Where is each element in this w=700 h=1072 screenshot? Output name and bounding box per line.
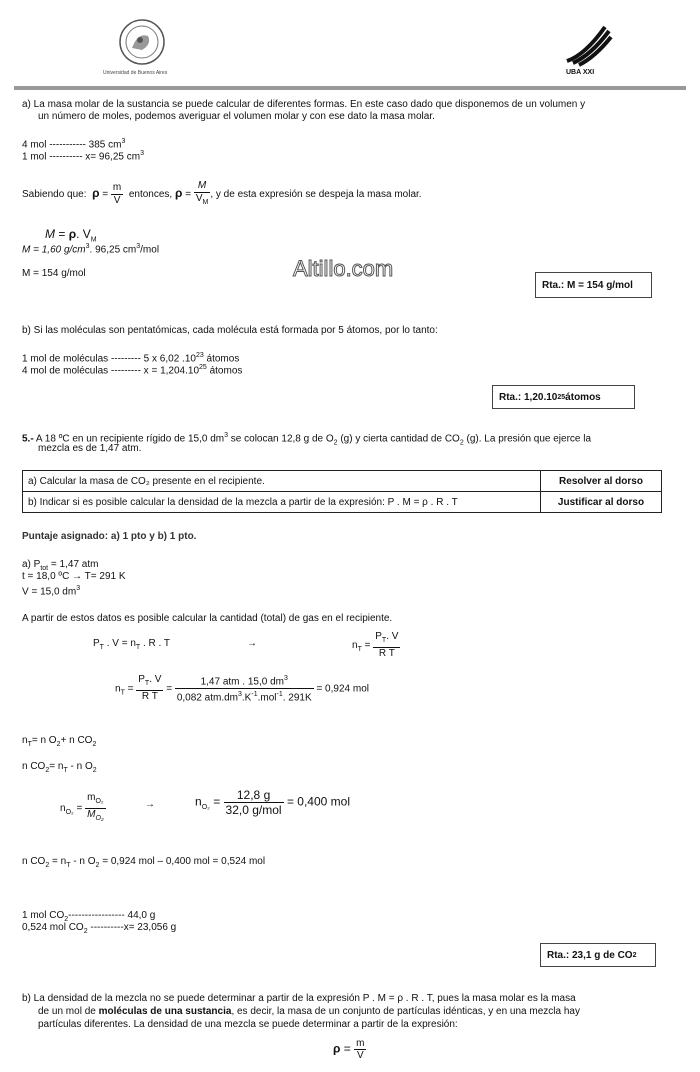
nco2-expression: n $CO_2= n_T - n$ $O_2$ (22, 761, 97, 774)
answer-box-co2-mass: Rta.: 23,1 g de CO 2 (540, 943, 656, 967)
action-cell: Resolver al dorso (541, 471, 662, 492)
a-partir-text: A partir de estos datos es posible calcular la cantidad (total) de gas en el recipiente. (22, 613, 393, 624)
part-b-answer-1: b) La densidad de la mezcla no se puede determinar a partir de la expresión P . M = ρ . R . T, pues la masa molar es la masa (22, 993, 576, 1004)
ideal-gas-equation: $P_T$ . $V = n_T$ . R . T (93, 638, 171, 651)
part-b-line-1: 1 mol de moléculas --------- 5 x 6,02 $.10^{23}$ átomos (22, 352, 240, 365)
molar-mass-result: M = 154 g/mol (22, 268, 86, 279)
part-b-line-2: 4 mol de moléculas --------- $x = 1,204.10^{25}$ átomos (22, 364, 243, 377)
university-name: Universidad de Buenos Aires (103, 70, 168, 76)
part-a-intro-1: a) La masa molar de la sustancia se puede calcular de diferentes formas. En este caso dado que disponemos de un volumen y (22, 99, 586, 110)
task-cell: a) Calcular la masa de CO₂ presente en el recipiente. (23, 471, 541, 492)
nco2-calculation: n $CO_2 = n_T - n$ $O_2 = 0,924$ mol – 0,400 mol = 0,524 mol (22, 856, 266, 869)
mass-line-2: 0,524 mol $CO_2$ ----------x= 23,056 g (22, 922, 177, 935)
no2-formula: $n_{O_2}$ = $\frac{m_{O_2}}{M_{O_2}}$ (60, 792, 104, 822)
nt-sum: $n_T= n$ $O_2+ n$ $CO_2$ (22, 735, 97, 748)
part-b-answer-2: de un mol de moléculas de una sustancia, es decir, la masa de un conjunto de partículas idénticas, y en una mezcla hay (38, 1006, 580, 1017)
uba-xxi-logo (565, 25, 613, 67)
action-cell: Justificar al dorso (541, 492, 662, 513)
data-line-2: t = 18,0 ºC → T= 291 K (22, 571, 126, 582)
density-definition: Sabiendo que: ρ = $\frac{m}{V}$ entonces, ρ = $\frac{M}{V_M}$ , y de esta expresión se despeja la masa molar. (22, 180, 422, 206)
table-row (23, 492, 662, 513)
arrow-1: → (247, 638, 257, 649)
answer-box-molar-mass: Rta.: M = 154 g/mol (535, 272, 652, 298)
table-row (23, 471, 662, 492)
part-a-line-1: 4 mol ----------- 385 $cm^3$ (22, 138, 126, 151)
data-line-3: V = 15,0 $dm^3$ (22, 585, 81, 598)
header-rule (14, 86, 686, 90)
part-a-line-2: 1 mol ---------- x= 96,25 $cm^3$ (22, 150, 144, 163)
part-b-intro: b) Si las moléculas son pentatómicas, cada molécula está formada por 5 átomos, por lo tanto: (22, 325, 438, 336)
uba-xxi-label: UBA XXI (566, 69, 595, 76)
university-seal-logo (118, 18, 166, 66)
problem-5-statement-2: mezcla es de 1,47 atm. (38, 443, 142, 454)
molar-mass-equation: M = ρ. $V_M$ (45, 227, 97, 244)
data-line-1: a) $P_{tot} = 1,47$ atm (22, 559, 99, 572)
score-note: Puntaje asignado: a) 1 pto y b) 1 pto. (22, 531, 197, 542)
part-a-intro-2: un número de moles, podemos averiguar el volumen molar y con ese dato la masa molar. (38, 111, 435, 122)
molar-mass-calc: M = 1,60 $g/cm^3$. 96,25 $cm^3$/mol (22, 243, 160, 256)
answer-box-atoms: Rta.: 1,20.10 25 átomos (492, 385, 635, 409)
mass-line-1: 1 mol $CO_2-----------------$ 44,0 g (22, 910, 156, 923)
density-formula: ρ = $\frac{m}{V}$ (333, 1038, 365, 1061)
nt-formula: $n_T$ = $\frac{P_T. V}{\text{R T}}$ (352, 631, 399, 659)
nt-calculation: $n_T$ = $\frac{P_T. V}{\text{R T}}$ = $\frac{1,47 atm . 15,0 dm^3}{0,082 atm.dm^3.K^{-1}.mol^{-1}. 291K}$ = 0,924 mol (115, 674, 369, 704)
watermark: Altillo.com (293, 256, 394, 281)
arrow-2: → (145, 799, 155, 810)
no2-calculation: $n_{O_2}$ = $\frac{12,8 g}{\text{32,0 g/mol}}$ = 0,400 mol (195, 788, 350, 817)
task-cell: b) Indicar si es posible calcular la densidad de la mezcla a partir de la expresión: P . M = ρ . R . T (23, 492, 541, 513)
problem-5-statement: 5.- A 18 ºC en un recipiente rígido de 15,0 $dm^3$ se colocan 12,8 g de $O_2$ (g) y cierta cantidad de $CO_2$ (g). La presión que ejerce la (22, 432, 592, 447)
part-b-answer-3: partículas diferentes. La densidad de una mezcla se puede determinar a partir de la expresión: (38, 1019, 458, 1030)
task-table (22, 470, 662, 513)
